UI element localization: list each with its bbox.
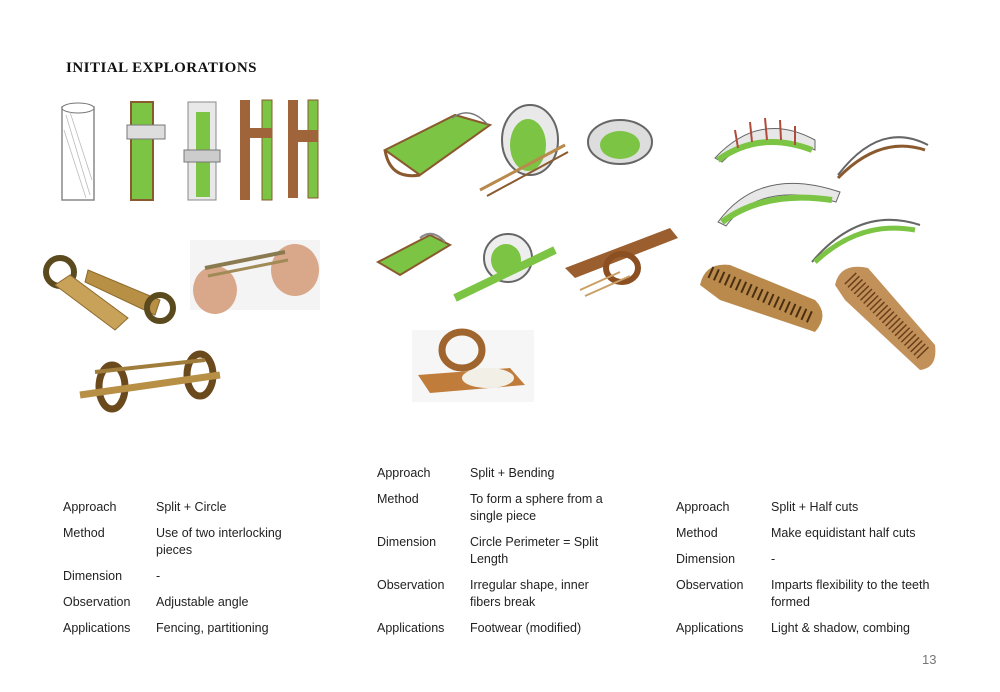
method-value: Use of two interlocking pieces <box>156 526 282 557</box>
sketch-half-cut-arch-3 <box>718 183 840 226</box>
method-label: Method <box>676 526 718 540</box>
photo-ring-and-strip <box>46 258 173 330</box>
photo-bent-strips <box>565 228 678 296</box>
method-value: Make equidistant half cuts <box>771 526 916 540</box>
approach-value: Split + Circle <box>156 500 227 514</box>
observation-value: Adjustable angle <box>156 595 249 609</box>
sketch-bent-loop-2 <box>455 234 555 298</box>
method-label: Method <box>377 492 419 506</box>
dimension-value: Circle Perimeter = Split Length <box>470 535 599 566</box>
sketch-split-cylinder-1 <box>62 103 94 200</box>
approach-label: Approach <box>63 500 117 514</box>
sketch-split-strips-1 <box>240 100 272 200</box>
observation-label: Observation <box>676 578 744 592</box>
approach-label: Approach <box>676 500 730 514</box>
approach-value: Split + Half cuts <box>771 500 859 514</box>
photo-two-rings-with-rods <box>80 354 220 409</box>
dimension-label: Dimension <box>676 552 736 566</box>
photo-half-cut-comb-1 <box>700 265 823 332</box>
dimension-label: Dimension <box>377 535 437 549</box>
approach-value: Split + Bending <box>470 466 555 480</box>
observation-value: Irregular shape, inner fibers break <box>470 578 589 609</box>
spec-block-split-bending <box>377 465 647 650</box>
spec-block-split-circle <box>63 499 333 649</box>
sketch-split-cylinder-3 <box>184 102 220 200</box>
sketch-half-cut-arch-4 <box>812 220 920 262</box>
sketch-half-cut-arch-2 <box>838 137 928 178</box>
sketch-bent-tube-2 <box>378 234 450 275</box>
dimension-label: Dimension <box>63 569 123 583</box>
dimension-value: - <box>156 569 161 583</box>
applications-value: Light & shadow, combing <box>771 621 910 635</box>
photo-footwear-model <box>412 330 534 402</box>
observation-label: Observation <box>377 578 445 592</box>
page-title: INITIAL EXPLORATIONS <box>66 60 258 76</box>
sketch-bent-loop-1 <box>480 105 568 196</box>
method-value: To form a sphere from a single piece <box>470 492 603 523</box>
applications-label: Applications <box>63 621 131 635</box>
applications-label: Applications <box>676 621 744 635</box>
photo-half-cut-comb-2 <box>835 267 935 370</box>
spec-block-split-half-cuts <box>676 499 976 649</box>
sketch-bent-ring-1 <box>588 120 652 164</box>
applications-value: Fencing, partitioning <box>156 621 269 635</box>
page-number: 13 <box>922 652 937 667</box>
sketch-half-cut-arch-1 <box>715 118 815 162</box>
sketch-split-cylinder-2 <box>127 102 165 200</box>
observation-label: Observation <box>63 595 131 609</box>
approach-label: Approach <box>377 466 431 480</box>
dimension-value: - <box>771 552 776 566</box>
applications-value: Footwear (modified) <box>470 621 582 635</box>
observation-value: Imparts flexibility to the teeth formed <box>771 578 930 609</box>
sketch-split-strips-2 <box>288 100 318 198</box>
sketch-bent-tube-1 <box>385 113 490 176</box>
applications-label: Applications <box>377 621 445 635</box>
method-label: Method <box>63 526 105 540</box>
photo-hands-holding-piece <box>190 240 320 314</box>
